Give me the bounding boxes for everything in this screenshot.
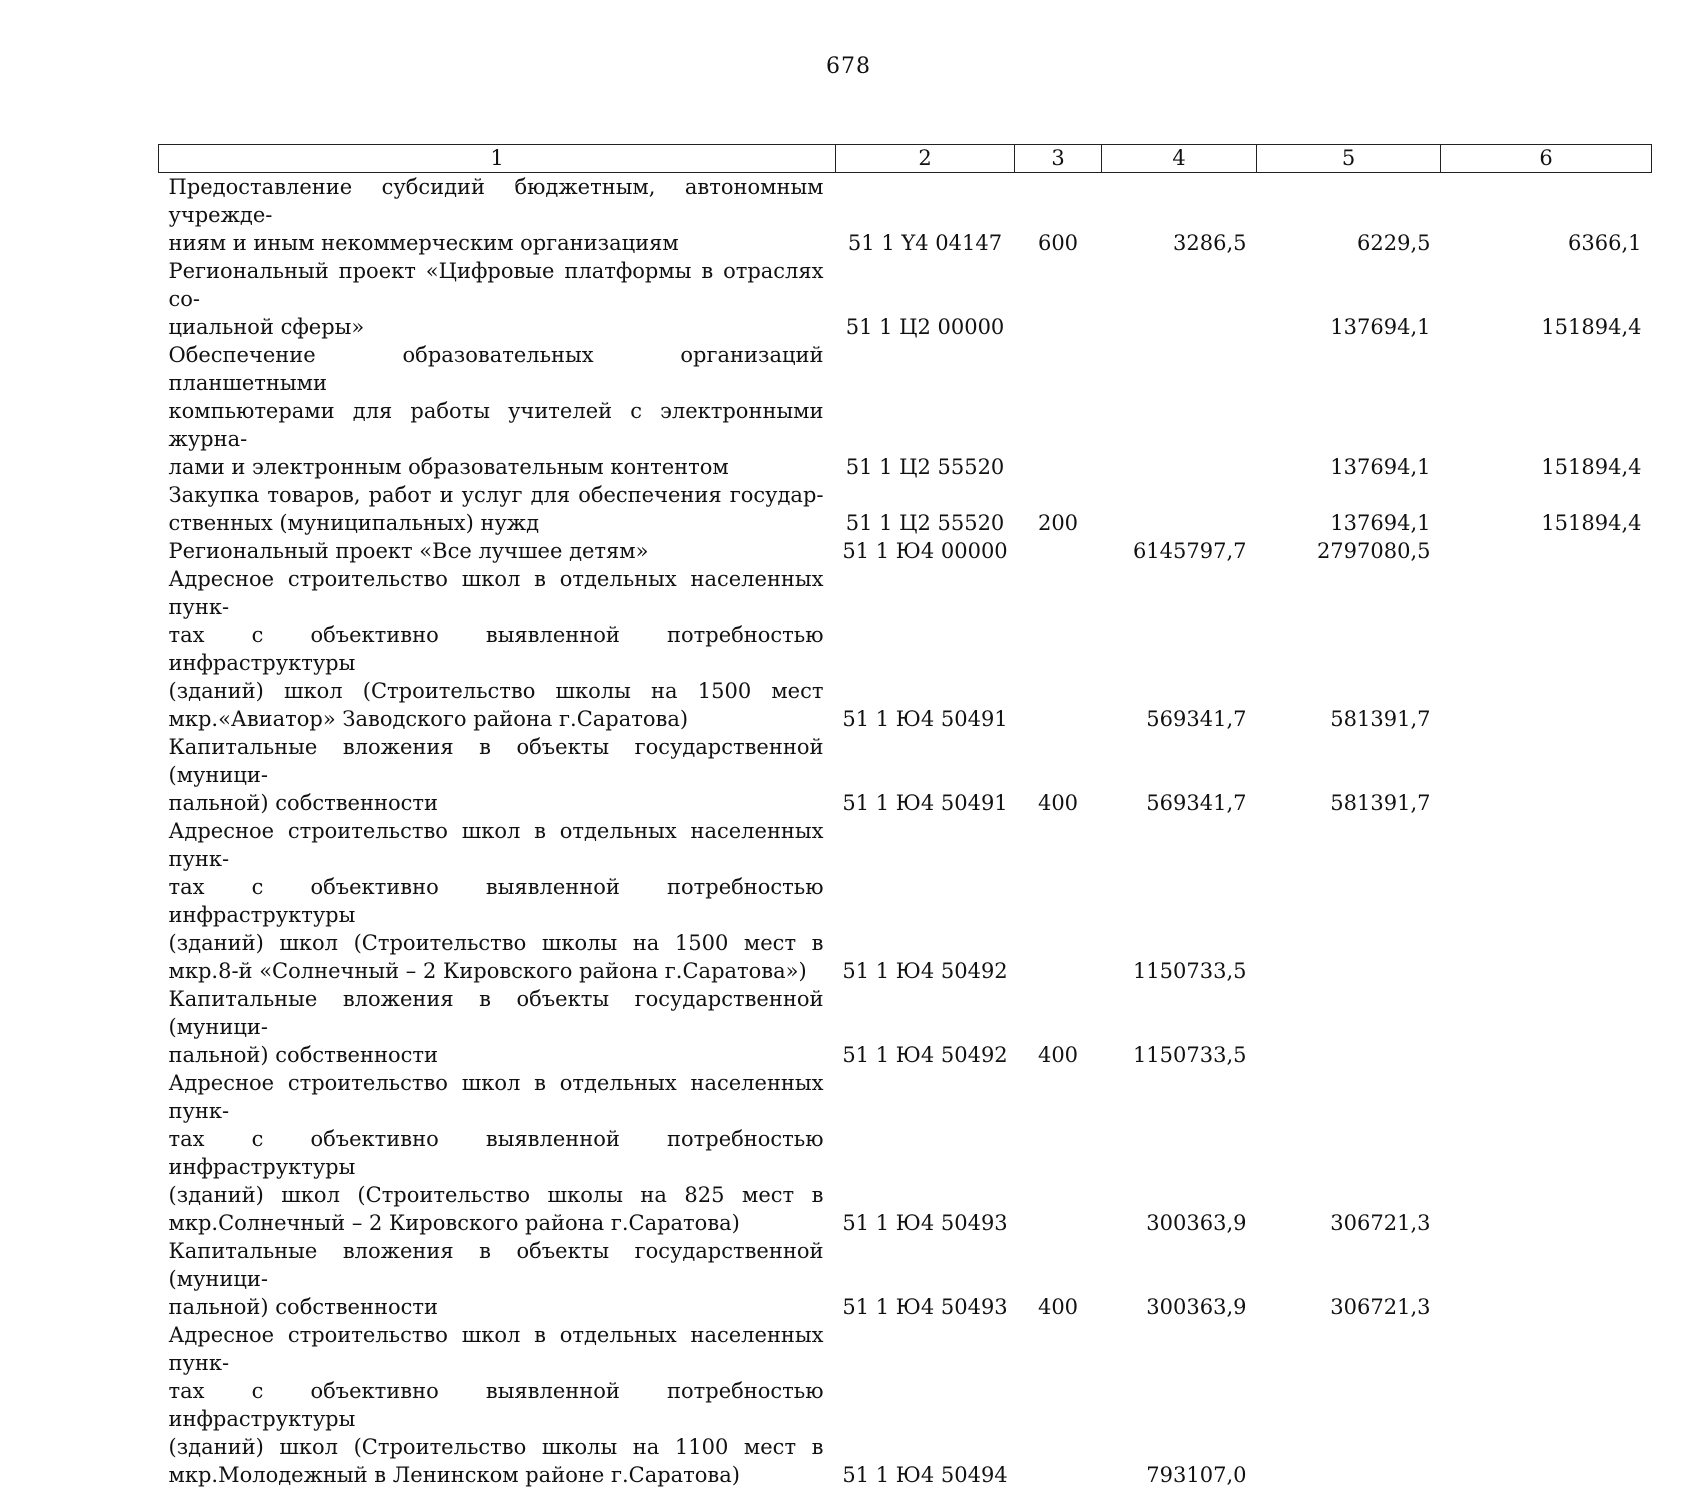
row-name-line: ниям и иным некоммерческим организациям (169, 229, 824, 257)
row-value-col4 (1102, 341, 1257, 481)
table-row (159, 537, 1652, 565)
header-cell-1: 1 (159, 145, 836, 173)
row-code-cell: 51 1 Ц2 55520 (836, 341, 1015, 481)
budget-table (158, 144, 1652, 1489)
row-value-col5: 306721,3 (1257, 1069, 1441, 1237)
table-row (159, 257, 1652, 341)
row-name-line: тах с объективно выявленной потребностью инфраструктуры (169, 1125, 824, 1181)
row-code-cell: 51 1 Ю4 50492 (836, 817, 1015, 985)
header-cell-2: 2 (836, 145, 1015, 173)
row-expense-type-cell (1015, 817, 1102, 985)
row-name-cell (159, 1069, 836, 1237)
row-expense-type-cell: 400 (1015, 1237, 1102, 1321)
row-expense-type-cell: 600 (1015, 173, 1102, 258)
row-name-cell (159, 985, 836, 1069)
row-code-cell: 51 1 Ю4 50491 (836, 565, 1015, 733)
table-row (159, 985, 1652, 1069)
row-name-cell (159, 173, 836, 258)
row-name-line: Закупка товаров, работ и услуг для обеспечения государ- (169, 481, 824, 509)
table-row (159, 1321, 1652, 1489)
table-row (159, 565, 1652, 733)
row-name-line: мкр.Молодежный в Ленинском районе г.Саратова) (169, 1461, 824, 1489)
table-row (159, 341, 1652, 481)
table-header (159, 145, 1652, 173)
row-name-line: Предоставление субсидий бюджетным, автономным учрежде- (169, 173, 824, 229)
row-value-col5: 306721,3 (1257, 1237, 1441, 1321)
row-code-cell: 51 1 Ц2 00000 (836, 257, 1015, 341)
row-name-line: Капитальные вложения в объекты государственной (муници- (169, 985, 824, 1041)
row-name-line: лами и электронным образовательным контентом (169, 453, 824, 481)
row-expense-type-cell (1015, 537, 1102, 565)
row-name-cell (159, 1237, 836, 1321)
row-name-line: циальной сферы» (169, 313, 824, 341)
row-value-col4: 3286,5 (1102, 173, 1257, 258)
row-name-line: пальной) собственности (169, 1041, 824, 1069)
row-value-col5 (1257, 1321, 1441, 1489)
row-name-line: мкр.8-й «Солнечный – 2 Кировского района г.Саратова») (169, 957, 824, 985)
row-name-cell (159, 1321, 836, 1489)
row-name-line: Адресное строительство школ в отдельных населенных пунк- (169, 1069, 824, 1125)
header-cell-5: 5 (1257, 145, 1441, 173)
row-name-cell (159, 341, 836, 481)
row-name-line: Адресное строительство школ в отдельных населенных пунк- (169, 817, 824, 873)
row-name-line: (зданий) школ (Строительство школы на 1100 мест в (169, 1433, 824, 1461)
row-value-col5: 137694,1 (1257, 257, 1441, 341)
row-name-cell (159, 733, 836, 817)
row-value-col5: 581391,7 (1257, 565, 1441, 733)
row-name-cell (159, 565, 836, 733)
row-code-cell: 51 1 Ю4 50492 (836, 985, 1015, 1069)
row-name-line: Обеспечение образовательных организаций планшетными (169, 341, 824, 397)
row-expense-type-cell: 200 (1015, 481, 1102, 537)
row-value-col4: 6145797,7 (1102, 537, 1257, 565)
row-name-cell (159, 817, 836, 985)
row-value-col4: 569341,7 (1102, 565, 1257, 733)
row-code-cell: 51 1 Ю4 00000 (836, 537, 1015, 565)
row-value-col6 (1441, 733, 1652, 817)
row-value-col6 (1441, 985, 1652, 1069)
row-value-col5: 6229,5 (1257, 173, 1441, 258)
table-row (159, 1069, 1652, 1237)
row-value-col6: 151894,4 (1441, 257, 1652, 341)
row-expense-type-cell: 400 (1015, 985, 1102, 1069)
row-expense-type-cell (1015, 257, 1102, 341)
table-row (159, 1237, 1652, 1321)
row-name-line: Адресное строительство школ в отдельных населенных пунк- (169, 565, 824, 621)
row-value-col5 (1257, 817, 1441, 985)
row-value-col4 (1102, 257, 1257, 341)
header-row (159, 145, 1652, 173)
row-code-cell: 51 1 Ю4 50494 (836, 1321, 1015, 1489)
row-code-cell: 51 1 Ц2 55520 (836, 481, 1015, 537)
row-name-line: пальной) собственности (169, 789, 824, 817)
header-cell-6: 6 (1441, 145, 1652, 173)
row-code-cell: 51 1 Ю4 50491 (836, 733, 1015, 817)
table-body (159, 173, 1652, 1489)
row-value-col6 (1441, 1237, 1652, 1321)
row-value-col5: 137694,1 (1257, 481, 1441, 537)
row-value-col4: 300363,9 (1102, 1069, 1257, 1237)
row-name-line: тах с объективно выявленной потребностью инфраструктуры (169, 1377, 824, 1433)
row-value-col6: 151894,4 (1441, 481, 1652, 537)
row-name-line: мкр.«Авиатор» Заводского района г.Саратова) (169, 705, 824, 733)
row-value-col6 (1441, 817, 1652, 985)
row-name-line: Адресное строительство школ в отдельных населенных пунк- (169, 1321, 824, 1377)
row-name-line: (зданий) школ (Строительство школы на 1500 мест в (169, 929, 824, 957)
table-row (159, 733, 1652, 817)
table-row (159, 481, 1652, 537)
row-name-line: пальной) собственности (169, 1293, 824, 1321)
row-value-col4: 300363,9 (1102, 1237, 1257, 1321)
row-value-col6: 6366,1 (1441, 173, 1652, 258)
row-value-col4: 793107,0 (1102, 1321, 1257, 1489)
table-row (159, 173, 1652, 258)
row-value-col4: 569341,7 (1102, 733, 1257, 817)
row-expense-type-cell (1015, 1321, 1102, 1489)
row-expense-type-cell (1015, 1069, 1102, 1237)
row-name-line: Региональный проект «Цифровые платформы в отраслях со- (169, 257, 824, 313)
row-value-col5: 137694,1 (1257, 341, 1441, 481)
row-value-col4 (1102, 481, 1257, 537)
row-value-col6: 151894,4 (1441, 341, 1652, 481)
row-value-col6 (1441, 1069, 1652, 1237)
row-value-col4: 1150733,5 (1102, 817, 1257, 985)
row-value-col6 (1441, 1321, 1652, 1489)
row-name-line: Капитальные вложения в объекты государственной (муници- (169, 1237, 824, 1293)
header-cell-4: 4 (1102, 145, 1257, 173)
row-code-cell: 51 1 Ю4 50493 (836, 1069, 1015, 1237)
table-row (159, 817, 1652, 985)
row-name-line: ственных (муниципальных) нужд (169, 509, 824, 537)
row-value-col6 (1441, 537, 1652, 565)
row-value-col4: 1150733,5 (1102, 985, 1257, 1069)
row-name-line: (зданий) школ (Строительство школы на 1500 мест (169, 677, 824, 705)
row-name-cell (159, 481, 836, 537)
row-name-cell (159, 537, 836, 565)
row-value-col5 (1257, 985, 1441, 1069)
header-cell-3: 3 (1015, 145, 1102, 173)
page-number: 678 (0, 54, 1697, 80)
row-code-cell: 51 1 Ю4 50493 (836, 1237, 1015, 1321)
row-expense-type-cell (1015, 341, 1102, 481)
row-name-line: (зданий) школ (Строительство школы на 825 мест в (169, 1181, 824, 1209)
row-expense-type-cell: 400 (1015, 733, 1102, 817)
row-name-line: тах с объективно выявленной потребностью инфраструктуры (169, 621, 824, 677)
row-name-line: компьютерами для работы учителей с электронными журна- (169, 397, 824, 453)
row-name-line: Капитальные вложения в объекты государственной (муници- (169, 733, 824, 789)
row-value-col5: 2797080,5 (1257, 537, 1441, 565)
row-name-line: мкр.Солнечный – 2 Кировского района г.Саратова) (169, 1209, 824, 1237)
row-name-line: Региональный проект «Все лучшее детям» (169, 537, 824, 565)
row-value-col6 (1441, 565, 1652, 733)
row-value-col5: 581391,7 (1257, 733, 1441, 817)
row-expense-type-cell (1015, 565, 1102, 733)
row-code-cell: 51 1 Y4 04147 (836, 173, 1015, 258)
row-name-cell (159, 257, 836, 341)
row-name-line: тах с объективно выявленной потребностью инфраструктуры (169, 873, 824, 929)
